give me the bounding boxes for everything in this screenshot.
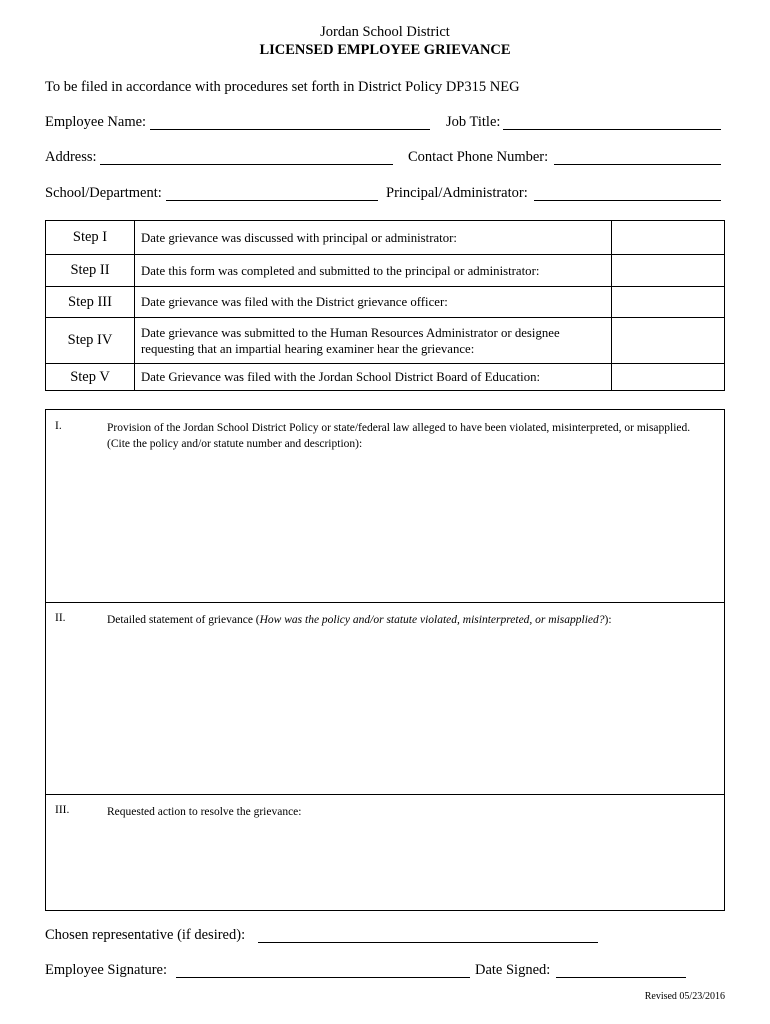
section-numeral: III. xyxy=(55,804,70,816)
principal-administrator-label: Principal/Administrator: xyxy=(386,185,528,201)
date-signed-input[interactable] xyxy=(558,961,684,977)
school-department-label: School/Department: xyxy=(45,185,162,201)
section-numeral: I. xyxy=(55,420,62,432)
step-description: Date grievance was filed with the District grievance officer: xyxy=(135,287,612,318)
section-statement xyxy=(46,602,724,795)
step-description: Date Grievance was filed with the Jordan School District Board of Education: xyxy=(135,364,612,391)
contact-phone-input[interactable] xyxy=(556,148,719,164)
step-label: Step IV xyxy=(46,318,135,364)
grievance-sections xyxy=(45,409,725,911)
contact-phone-label: Contact Phone Number: xyxy=(408,149,549,165)
signature-input[interactable] xyxy=(178,961,468,977)
step-date-cell[interactable] xyxy=(612,255,725,287)
revised-date: Revised 05/23/2016 xyxy=(644,991,725,1002)
date-signed-label: Date Signed: xyxy=(475,962,551,978)
step-row xyxy=(46,255,725,287)
address-input[interactable] xyxy=(102,148,391,164)
step-row xyxy=(46,287,725,318)
section-text: Requested action to resolve the grievance: xyxy=(107,806,302,818)
job-title-input[interactable] xyxy=(505,113,719,129)
section-requested-action xyxy=(46,794,724,910)
step-date-cell[interactable] xyxy=(612,221,725,255)
employee-name-input[interactable] xyxy=(152,113,428,129)
representative-label: Chosen representative (if desired): xyxy=(45,927,246,943)
contact-phone-line xyxy=(554,164,721,165)
step-label: Step II xyxy=(46,255,135,287)
step-description: Date grievance was discussed with principal or administrator: xyxy=(135,221,612,255)
job-title-label: Job Title: xyxy=(446,114,501,130)
employee-name-label: Employee Name: xyxy=(45,114,147,130)
signature-line xyxy=(176,977,470,978)
address-line xyxy=(100,164,393,165)
address-label: Address: xyxy=(45,149,97,165)
representative-input[interactable] xyxy=(260,926,596,942)
form-title: LICENSED EMPLOYEE GRIEVANCE xyxy=(259,42,511,58)
principal-administrator-line xyxy=(534,200,721,201)
school-department-input[interactable] xyxy=(168,184,376,200)
step-date-cell[interactable] xyxy=(612,364,725,391)
intro-text: To be filed in accordance with procedures set forth in District Policy DP315 NEG xyxy=(45,79,520,95)
step-description: Date this form was completed and submitted to the principal or administrator: xyxy=(135,255,612,287)
section-text: Provision of the Jordan School District Policy or state/federal law alleged to have been violated, misinterpreted, or misapplied. (Cite the policy and/or statute number and description): xyxy=(107,422,691,450)
section-numeral: II. xyxy=(55,612,66,624)
step-label: Step I xyxy=(46,221,135,255)
steps-table xyxy=(45,220,725,391)
step-row xyxy=(46,221,725,255)
step-label: Step V xyxy=(46,364,135,391)
signature-label: Employee Signature: xyxy=(45,962,168,978)
requested-action-textarea[interactable] xyxy=(54,828,716,908)
school-department-line xyxy=(166,200,378,201)
section-text: Detailed statement of grievance (How was the policy and/or statute violated, misinterpreted, or misapplied?): xyxy=(107,614,612,626)
representative-line xyxy=(258,942,598,943)
job-title-line xyxy=(503,129,721,130)
date-signed-line xyxy=(556,977,686,978)
step-row xyxy=(46,364,725,391)
section-provision xyxy=(46,410,724,603)
provision-textarea[interactable] xyxy=(54,454,716,598)
district-name: Jordan School District xyxy=(320,24,450,40)
employee-name-line xyxy=(150,129,430,130)
step-label: Step III xyxy=(46,287,135,318)
statement-textarea[interactable] xyxy=(54,636,716,790)
step-date-cell[interactable] xyxy=(612,287,725,318)
principal-administrator-input[interactable] xyxy=(536,184,719,200)
step-date-cell[interactable] xyxy=(612,318,725,364)
step-description: Date grievance was submitted to the Human Resources Administrator or designee requesting that an impartial hearing examiner hear the grievance: xyxy=(135,318,612,364)
step-row xyxy=(46,318,725,364)
